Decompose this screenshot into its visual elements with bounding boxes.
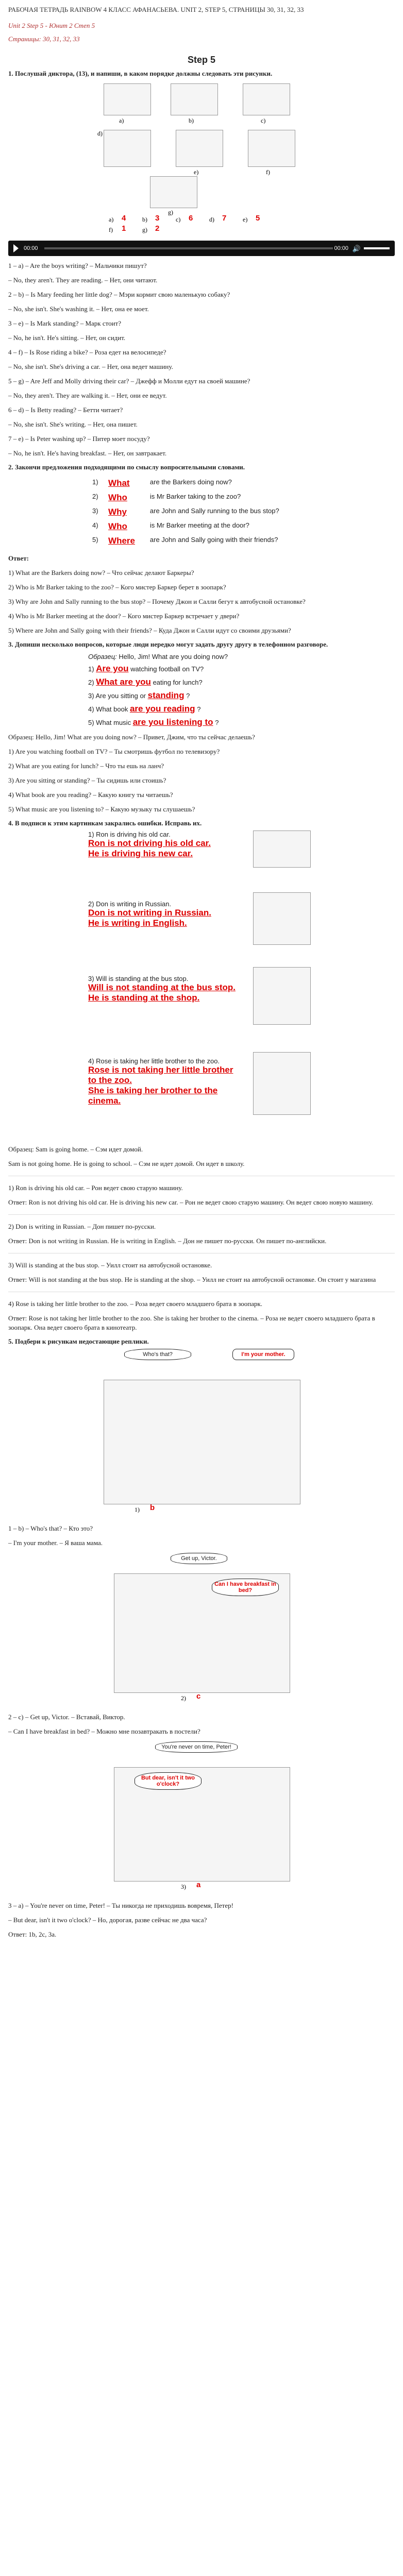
ans-label-c: c)	[176, 216, 181, 223]
row-number: 5)	[92, 536, 98, 544]
cinema-picture	[253, 1052, 311, 1115]
task5-picture-1	[104, 1349, 299, 1519]
row-number: 2)	[92, 493, 98, 500]
answer-summary: Ответ: 1b, 2c, 3a.	[8, 1930, 57, 1938]
answer-line: – I'm your mother. – Я ваша мама.	[8, 1539, 103, 1547]
row-text: is Mr Barker meeting at the door?	[149, 521, 249, 529]
row-post: eating for lunch?	[153, 679, 203, 686]
label-f: f)	[266, 168, 270, 176]
answer-line: 5 – g) – Are Jeff and Molly driving their car? – Джефф и Молли едут на своей машине?	[8, 377, 250, 385]
label-b: b)	[189, 117, 194, 124]
exercise-row	[89, 534, 314, 548]
task1-heading: 1. Послушай диктора, (13), и напиши, в каком порядке должны следовать эти рисунки.	[8, 70, 273, 77]
picture-e	[176, 130, 223, 167]
answer-line: 3 – a) – You're never on time, Peter! – Ты никогда не приходишь вовремя, Петер!	[8, 1902, 233, 1909]
task4-exercise	[88, 831, 315, 1140]
answer-bubble: Can I have breakfast in bed?	[212, 1579, 279, 1596]
answer-line: 2 – b) – Is Mary feeding her little dog? – Мэри кормит свою маленькую собаку?	[8, 291, 230, 298]
scene-picture	[104, 1380, 300, 1504]
answer-line: 3) Why are John and Sally running to the bus stop? – Почему Джон и Салли бегут к автобусной остановке?	[8, 598, 306, 605]
item-fix: He is writing in English.	[88, 918, 187, 928]
picture-answer: c	[196, 1692, 201, 1701]
task5-picture-2	[104, 1553, 299, 1707]
car-picture	[253, 831, 311, 868]
row-pre: 4) What book	[88, 705, 128, 713]
item-fix: Will is not standing at the bus stop.	[88, 982, 236, 992]
row-answer: What	[108, 478, 130, 488]
item-fix: She is taking her brother to the cinema.	[88, 1086, 218, 1106]
example-row	[88, 653, 315, 660]
answer-line: 2) What are you eating for lunch? – Что ты ешь на ланч?	[8, 762, 164, 770]
answer-line: 6 – d) – Is Betty reading? – Бетти читает?	[8, 406, 123, 414]
answer-line: 4) What book are you reading? – Какую книгу ты читаешь?	[8, 791, 173, 799]
item-fix: Ron is not driving his old car.	[88, 838, 211, 848]
unit-step-link[interactable]: Unit 2 Step 5 - Юнит 2 Степ 5	[8, 22, 95, 29]
answer-line: – No, she isn't. She's writing. – Нет, она пишет.	[8, 420, 138, 428]
row-text: are the Barkers doing now?	[149, 478, 232, 486]
row-answer: are you reading	[129, 704, 195, 714]
answer-line: 2) Don is writing in Russian. – Дон пишет по-русски.	[8, 1223, 156, 1230]
label-c: c)	[261, 117, 266, 124]
exercise-row	[89, 477, 314, 490]
ans-num-d: 7	[222, 214, 227, 223]
task2-heading: 2. Закончи предложения подходящими по смыслу вопросительными словами.	[8, 463, 245, 471]
answer-line: 3) Will is standing at the bus stop. – Уилл стоит на автобусной остановке.	[8, 1261, 212, 1269]
answer-line: 1 – b) – Who's that? – Кто это?	[8, 1524, 93, 1532]
task5-picture-3	[104, 1741, 299, 1896]
answer-line: 1) What are the Barkers doing now? – Что сейчас делают Баркеры?	[8, 569, 194, 577]
row-pre: 5) What music	[88, 719, 131, 726]
row-answer: Where	[108, 536, 136, 546]
page-header-title: РАБОЧАЯ ТЕТРАДЬ RAINBOW 4 КЛАСС АФАНАСЬЕВА. UNIT 2, STEP 5, СТРАНИЦЫ 30, 31, 32, 33	[8, 6, 304, 13]
audio-player	[8, 241, 395, 256]
answer-line: 1) Are you watching football on TV? – Ты смотришь футбол по телевизору?	[8, 748, 220, 755]
row-answer: Are you	[96, 664, 129, 673]
item-text: 4) Rose is taking her little brother to the zoo.	[88, 1057, 220, 1065]
row-answer: are you listening to	[132, 717, 213, 727]
ans-num-a: 4	[122, 214, 126, 223]
row-post: ?	[186, 692, 190, 700]
answer-line: – No, she isn't. She's driving a car. – Нет, она ведет машину.	[8, 363, 173, 370]
step-title: Step 5	[187, 55, 216, 65]
task5-heading: 5. Подбери к рисункам недостающие реплики.	[8, 1337, 149, 1345]
answer-line: – No, they aren't. They are reading. – Нет, они читают.	[8, 276, 158, 284]
label-a: a)	[119, 117, 124, 124]
answer-line: – No, he isn't. He's having breakfast. – Нет, он завтракает.	[8, 449, 167, 457]
row-text: is Mr Barker taking to the zoo?	[149, 493, 241, 500]
answer-line: 4) Rose is taking her little brother to the zoo. – Роза ведет своего младшего брата в зоопарк.	[8, 1300, 263, 1308]
ans-num-f: 1	[122, 224, 126, 233]
answer-line: 4) Who is Mr Barker meeting at the door? – Кого мистер Баркер встречает у двери?	[8, 612, 240, 620]
row-pre: 1)	[88, 665, 94, 673]
audio-elapsed: 00:00	[24, 245, 38, 251]
answer-line: 2 – c) – Get up, Victor. – Вставай, Виктор.	[8, 1713, 125, 1721]
row-answer: What are you	[96, 677, 151, 687]
ans-label-g: g)	[142, 226, 147, 233]
answer-line: 2) Who is Mr Barker taking to the zoo? – Кого мистер Баркер берет в зоопарк?	[8, 583, 226, 591]
item-text: 2) Don is writing in Russian.	[88, 900, 172, 908]
item-fix: He is standing at the shop.	[88, 993, 200, 1003]
exercise-row	[88, 704, 315, 714]
exercise-row	[88, 717, 315, 727]
row-pre: 3) Are you sitting or	[88, 692, 146, 700]
row-text: are John and Sally going with their friends?	[149, 536, 278, 544]
task3-heading: 3. Допиши несколько вопросов, которые люди нередко могут задать другу другу в телефонном разговоре.	[8, 640, 328, 648]
item-text: 3) Will is standing at the bus stop.	[88, 975, 189, 982]
answer-line: Ответ: Will is not standing at the bus stop. He is standing at the shop. – Уилл не стоит на автобусной остановке. Он стоит у магазина	[8, 1276, 376, 1283]
item-fix: Rose is not taking her little brother to the zoo.	[88, 1065, 233, 1085]
picture-answer: a	[196, 1880, 201, 1889]
item-1	[88, 831, 243, 859]
exercise-row	[89, 491, 314, 504]
volume-icon[interactable]: 🔊	[352, 245, 361, 252]
answer-line: Sam is not going home. He is going to school. – Сэм не идет домой. Он идет в школу.	[8, 1160, 245, 1167]
ans-label-e: e)	[243, 216, 248, 223]
speech-bubble: You're never on time, Peter!	[155, 1741, 238, 1753]
answer-line: – But dear, isn't it two o'clock? – Но, дорогая, разве сейчас не два часа?	[8, 1916, 207, 1924]
divider	[8, 1214, 395, 1215]
answer-line: 4 – f) – Is Rose riding a bike? – Роза едет на велосипеде?	[8, 348, 166, 356]
speech-bubble: Who's that?	[124, 1349, 191, 1360]
answer-line: 1 – a) – Are the boys writing? – Мальчики пишут?	[8, 262, 147, 269]
answers-label: Ответ:	[8, 554, 29, 562]
answer-line: 3) Are you sitting or standing? – Ты сидишь или стоишь?	[8, 776, 166, 784]
content	[8, 5, 395, 1944]
audio-progress-bar[interactable]	[44, 247, 333, 249]
answer-line: – Can I have breakfast in bed? – Можно мне позавтракать в постели?	[8, 1727, 200, 1735]
item-text: 1) Ron is driving his old car.	[88, 831, 171, 838]
task4-heading: 4. В подписи к этим картинкам закрались ошибки. Исправь их.	[8, 819, 202, 827]
ans-num-c: 6	[189, 214, 193, 223]
answer-line: 1) Ron is driving his old car. – Рон ведет свою старую машину.	[8, 1184, 183, 1192]
row-pre: 2)	[88, 679, 94, 686]
ans-num-e: 5	[256, 214, 260, 223]
row-number: 3)	[92, 507, 98, 515]
answer-bubble: I'm your mother.	[232, 1349, 294, 1360]
answer-line: – No, he isn't. He's sitting. – Нет, он сидит.	[8, 334, 126, 342]
speech-bubble: Get up, Victor.	[171, 1553, 227, 1564]
picture-f	[248, 130, 295, 167]
picture-b	[171, 83, 218, 115]
answer-line: 7 – e) – Is Peter washing up? – Питер моет посуду?	[8, 435, 150, 443]
picture-a	[104, 83, 151, 115]
row-answer: Why	[108, 507, 127, 517]
item-4	[88, 1057, 243, 1106]
exercise-row	[89, 505, 314, 519]
item-3	[88, 975, 243, 1003]
picture-c	[243, 83, 290, 115]
answer-line: Ответ: Rose is not taking her little brother to the zoo. She is taking her brother to the cinema. – Роза не ведет своего младшего брата в зоопарк. Она ведет своего брата в кинотеатр.	[8, 1314, 375, 1331]
row-post: ?	[215, 719, 219, 726]
answer-bubble: But dear, isn't it two o'clock?	[135, 1772, 202, 1790]
answer-line: – No, she isn't. She's washing it. – Нет, она ее моет.	[8, 305, 149, 313]
item-fix: He is driving his new car.	[88, 849, 193, 858]
answer-line: Образец: Sam is going home. – Сэм идет домой.	[8, 1145, 143, 1153]
row-number: 1)	[92, 478, 98, 486]
ans-num-g: 2	[155, 224, 160, 233]
audio-duration: 00:00	[334, 245, 348, 251]
picture-g	[150, 176, 197, 208]
example-label: Образец:	[88, 653, 117, 660]
shop-picture	[253, 967, 311, 1025]
writing-picture	[253, 892, 311, 945]
label-g: g)	[168, 209, 173, 216]
answer-line: Образец: Hello, Jim! What are you doing now? – Привет, Джим, что ты сейчас делаешь?	[8, 733, 255, 741]
exercise-row	[88, 690, 315, 701]
ans-label-f: f)	[109, 226, 113, 233]
ans-num-b: 3	[155, 214, 160, 223]
answer-line: 5) What music are you listening to? – Какую музыку ты слушаешь?	[8, 805, 195, 813]
item-2	[88, 900, 243, 928]
picture-number: 1)	[135, 1506, 140, 1513]
answer-line: Ответ: Ron is not driving his old car. He is driving his new car. – Рон не ведет свою старую машину. Он ведет свою новую машину.	[8, 1198, 374, 1206]
row-post: ?	[197, 705, 201, 713]
answer-line: 3 – e) – Is Mark standing? – Марк стоит?	[8, 319, 122, 327]
answer-line: 5) Where are John and Sally going with their friends? – Куда Джон и Салли идут со своими друзьями?	[8, 626, 291, 634]
label-d: d)	[97, 130, 103, 137]
picture-answer: b	[150, 1503, 155, 1512]
play-icon[interactable]	[13, 244, 19, 252]
answer-line: – No, they aren't. They are walking it. – Нет, они ее ведут.	[8, 392, 167, 399]
volume-slider[interactable]	[364, 247, 390, 249]
exercise-row	[89, 520, 314, 533]
ans-label-b: b)	[142, 216, 147, 223]
row-answer: Who	[108, 493, 127, 502]
picture-number: 2)	[181, 1694, 186, 1702]
exercise-row	[88, 664, 315, 674]
pages-label: Страницы: 30, 31, 32, 33	[8, 35, 80, 43]
ans-label-a: a)	[109, 216, 114, 223]
item-fix: Don is not writing in Russian.	[88, 908, 211, 918]
task1-answers	[8, 261, 395, 458]
row-post: watching football on TV?	[130, 665, 204, 673]
row-answer: standing	[147, 690, 184, 700]
ans-label-d: d)	[209, 216, 214, 223]
answer-line: Ответ: Don is not writing in Russian. He is writing in English. – Дон не пишет по-русски. Он пишет по-английски.	[8, 1237, 327, 1245]
task3-exercise	[88, 653, 315, 727]
row-answer: Who	[108, 521, 127, 531]
task1-picture	[93, 81, 310, 235]
task2-exercise	[88, 476, 315, 549]
label-e: e)	[194, 168, 199, 176]
row-text: are John and Sally running to the bus stop?	[149, 507, 279, 515]
picture-number: 3)	[181, 1883, 186, 1890]
row-number: 4)	[92, 521, 98, 529]
exercise-row	[88, 677, 315, 687]
example-text: Hello, Jim! What are you doing now?	[119, 653, 228, 660]
picture-d	[104, 130, 151, 167]
